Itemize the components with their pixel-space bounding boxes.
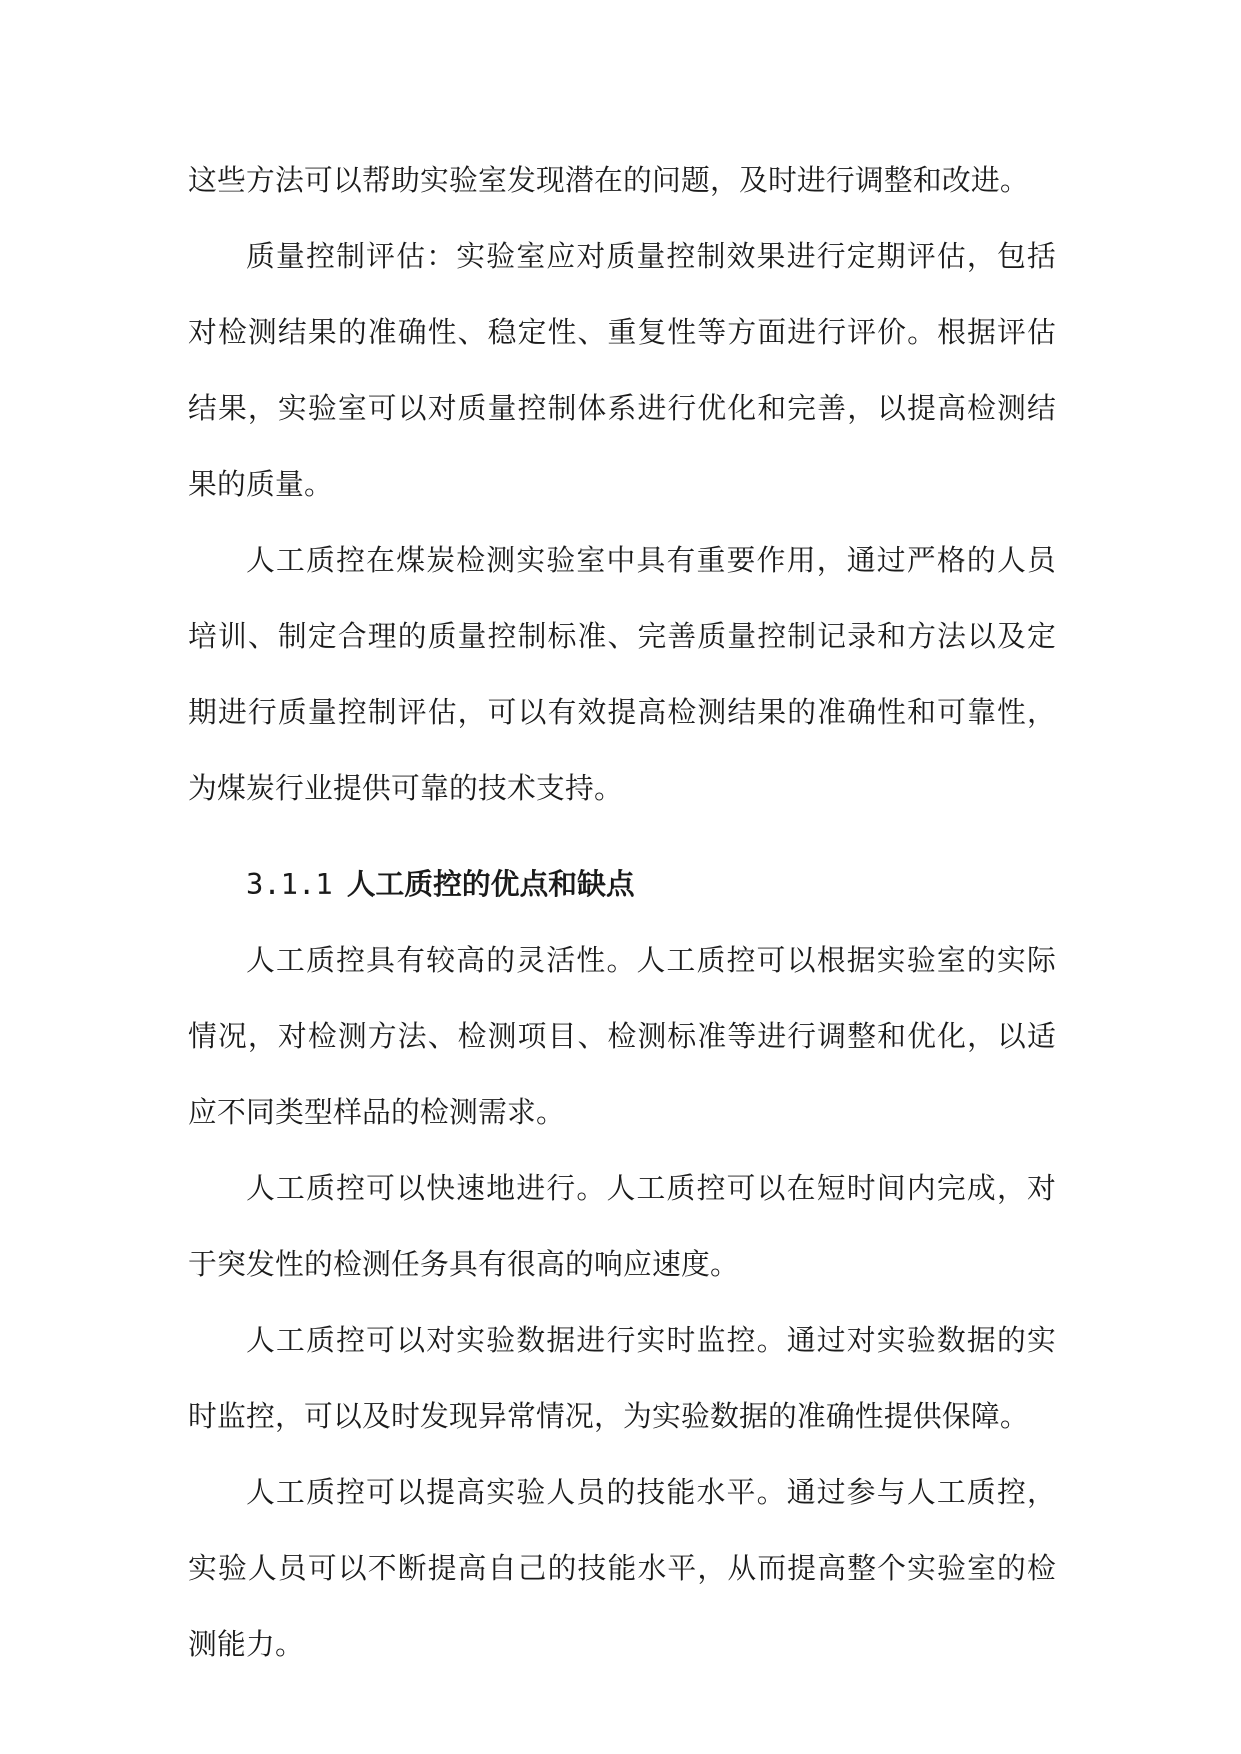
paragraph-5: 人工质控可以快速地进行。人工质控可以在短时间内完成，对于突发性的检测任务具有很高的响应速度。 [188, 1171, 1056, 1281]
paragraph-4: 人工质控具有较高的灵活性。人工质控可以根据实验室的实际情况，对检测方法、检测项目、检测标准等进行调整和优化，以适应不同类型样品的检测需求。 [188, 943, 1056, 1129]
paragraph-2: 质量控制评估：实验室应对质量控制效果进行定期评估，包括对检测结果的准确性、稳定性、重复性等方面进行评价。根据评估结果，实验室可以对质量控制体系进行优化和完善，以提高检测结果的质量。 [188, 239, 1056, 501]
paragraph-3: 人工质控在煤炭检测实验室中具有重要作用，通过严格的人员培训、制定合理的质量控制标准、完善质量控制记录和方法以及定期进行质量控制评估，可以有效提高检测结果的准确性和可靠性，为煤炭行业提供可靠的技术支持。 [188, 543, 1056, 805]
document-body [188, 142, 1056, 1682]
paragraph-6: 人工质控可以对实验数据进行实时监控。通过对实验数据的实时监控，可以及时发现异常情况，为实验数据的准确性提供保障。 [188, 1323, 1056, 1433]
section-title: 人工质控的优点和缺点 [346, 867, 635, 901]
paragraph-1: 这些方法可以帮助实验室发现潜在的问题，及时进行调整和改进。 [188, 163, 1029, 197]
section-heading [188, 846, 1056, 922]
paragraph-7: 人工质控可以提高实验人员的技能水平。通过参与人工质控，实验人员可以不断提高自己的技能水平，从而提高整个实验室的检测能力。 [188, 1475, 1056, 1661]
section-number: 3.1.1 [246, 867, 333, 901]
